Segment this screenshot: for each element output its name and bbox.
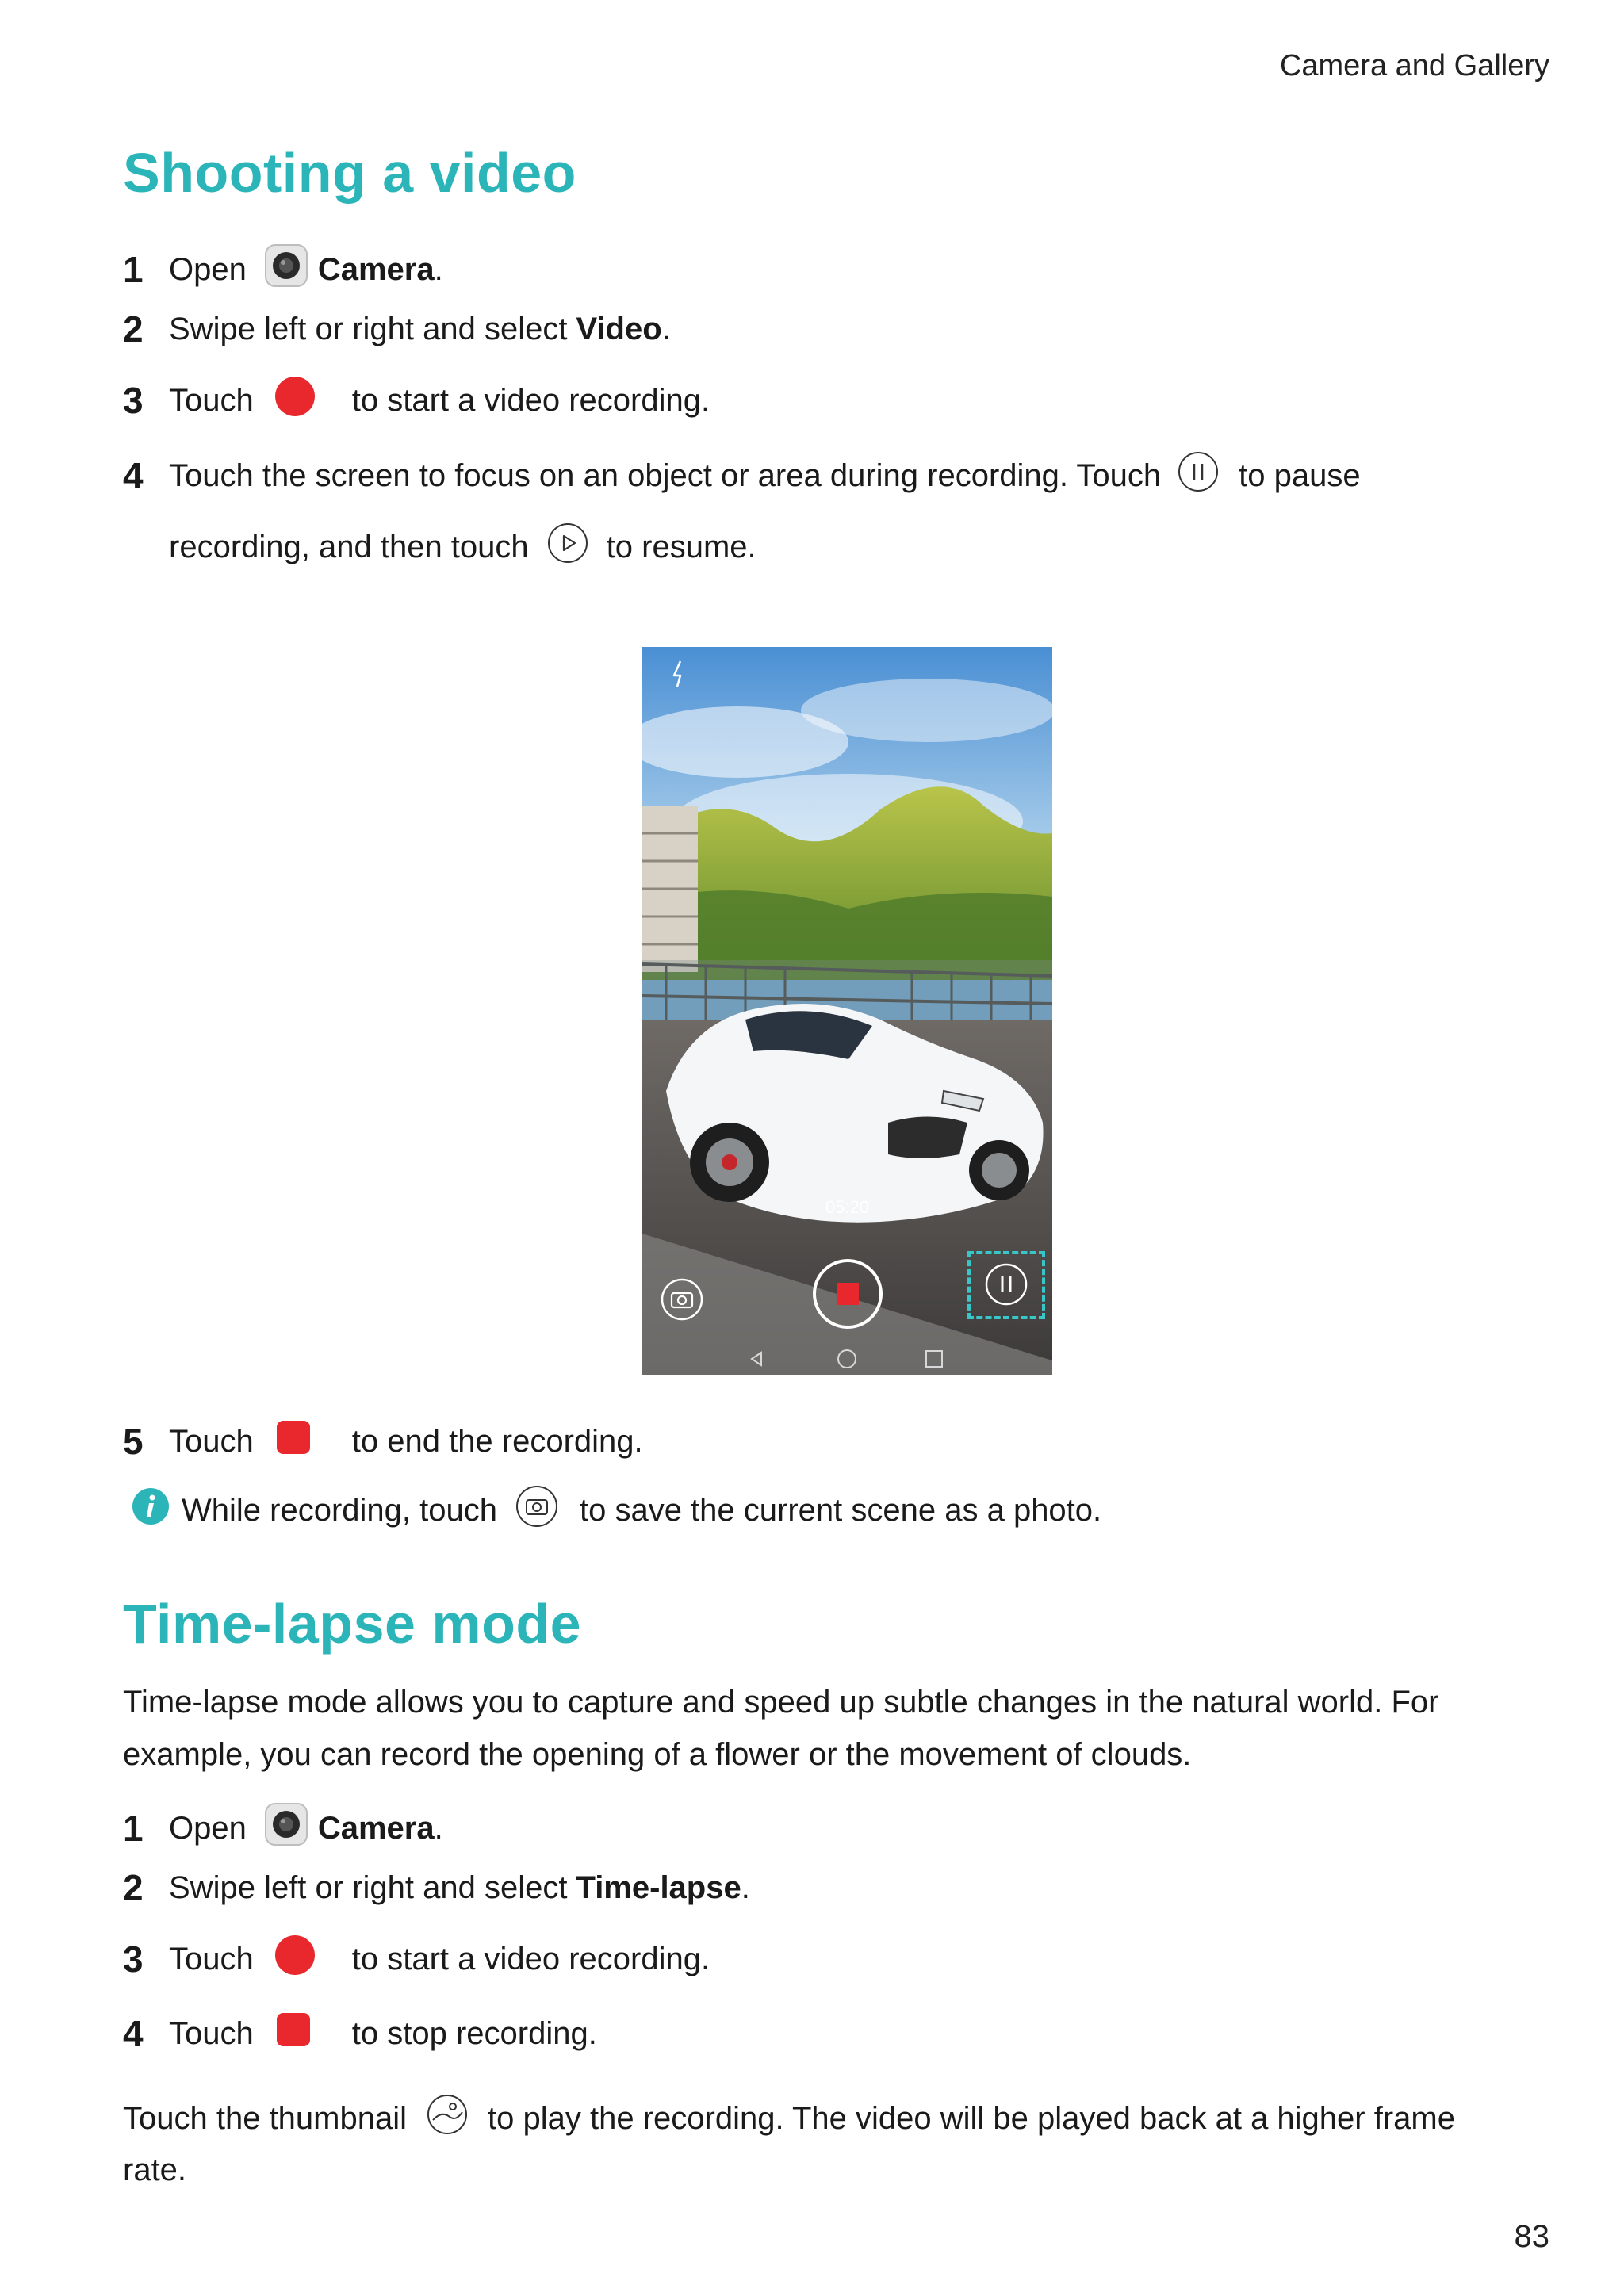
recents-icon [926,1351,942,1367]
step-number: 3 [123,380,144,421]
step-text: Swipe left or right and select [169,311,568,346]
camera-app-icon [264,1802,308,1854]
step-text-after: to end the recording. [351,1423,643,1459]
outro-text-after: to play the recording. The video will be played back at a higher frame [488,2100,1455,2136]
step-number: 2 [123,308,144,350]
tl-step-stop-recording [123,2002,597,2065]
step-text: Touch [169,2015,254,2051]
step-text-after: to stop recording. [351,2015,597,2051]
tl-outro-line-2: rate. [123,2152,187,2187]
thumbnail-icon [426,2093,469,2144]
tl-outro-line-1 [123,2087,1455,2150]
time-lapse-intro [123,1676,1519,1781]
stop-button-icon [274,2011,312,2057]
home-icon [838,1350,856,1368]
intro-line-2: example, you can record the opening of a flower or the movement of clouds. [123,1737,1192,1772]
step-punct: . [661,311,671,346]
record-button-icon [273,1933,317,1985]
step-open-camera [123,238,443,301]
tl-step-select-time-lapse [123,1856,750,1919]
snapshot-camera-icon[interactable] [660,1277,704,1326]
tl-step-start-recording [123,1927,710,1991]
outro-text: Touch the thumbnail [123,2100,408,2136]
step-bold: Time-lapse [576,1869,741,1905]
step-text: Touch [169,1423,254,1459]
step-bold: Camera [317,251,435,287]
step-number: 4 [123,2013,144,2054]
step-punct: . [434,251,443,287]
step-text: Touch [169,1941,254,1976]
step-text: Open [169,251,247,287]
chapter-header: Camera and Gallery [1279,49,1549,82]
pause-icon [1177,450,1220,501]
pause-button[interactable] [983,1261,1029,1311]
phone-recording-screenshot [642,647,1052,1375]
step-punct: . [434,1810,443,1846]
step-punct: . [741,1869,750,1905]
intro-line-1: Time-lapse mode allows you to capture and speed up subtle changes in the natural world. For [123,1685,1439,1720]
step-start-recording [123,369,710,432]
step-bold: Video [576,311,662,346]
step-end-recording [123,1410,643,1473]
section-title-shooting-video: Shooting a video [123,142,576,204]
step-number: 5 [123,1421,144,1462]
camera-app-icon [264,243,308,296]
back-icon [752,1353,761,1365]
step-text: Swipe left or right and select [169,1869,568,1905]
step-bold: Camera [317,1810,435,1846]
tip-snapshot [131,1479,1101,1542]
step-text: Open [169,1810,247,1846]
tl-step-open-camera [123,1797,443,1860]
step-select-video [123,297,671,361]
info-icon [131,1487,170,1534]
step-text-after: to resume. [606,529,756,564]
stop-button-icon [274,1418,312,1464]
tip-text-after: to save the current scene as a photo. [579,1492,1102,1528]
page-number: 83 [1514,2219,1549,2254]
snapshot-camera-icon [515,1484,559,1536]
android-nav-bar [642,1335,1052,1375]
step-text-after: to pause [1239,457,1361,493]
step-text: Touch the screen to focus on an object or area during recording. Touch [169,457,1162,493]
step-number: 1 [123,1808,144,1849]
stop-record-button[interactable] [811,1257,884,1334]
step-text: recording, and then touch [169,529,529,564]
step-number: 1 [123,249,144,290]
step-text-after: to start a video recording. [351,382,710,418]
tip-text: While recording, touch [182,1492,497,1528]
step-number: 2 [123,1867,144,1908]
recording-timer: 05:20 [825,1197,870,1217]
step-resume-recording [169,515,756,579]
step-number: 4 [123,455,144,496]
section-title-time-lapse: Time-lapse mode [123,1593,582,1655]
step-number: 3 [123,1938,144,1980]
play-icon [546,522,589,572]
record-button-icon [273,374,317,427]
step-pause-recording [123,444,1361,507]
step-text: Touch [169,382,254,418]
step-text-after: to start a video recording. [351,1941,710,1976]
